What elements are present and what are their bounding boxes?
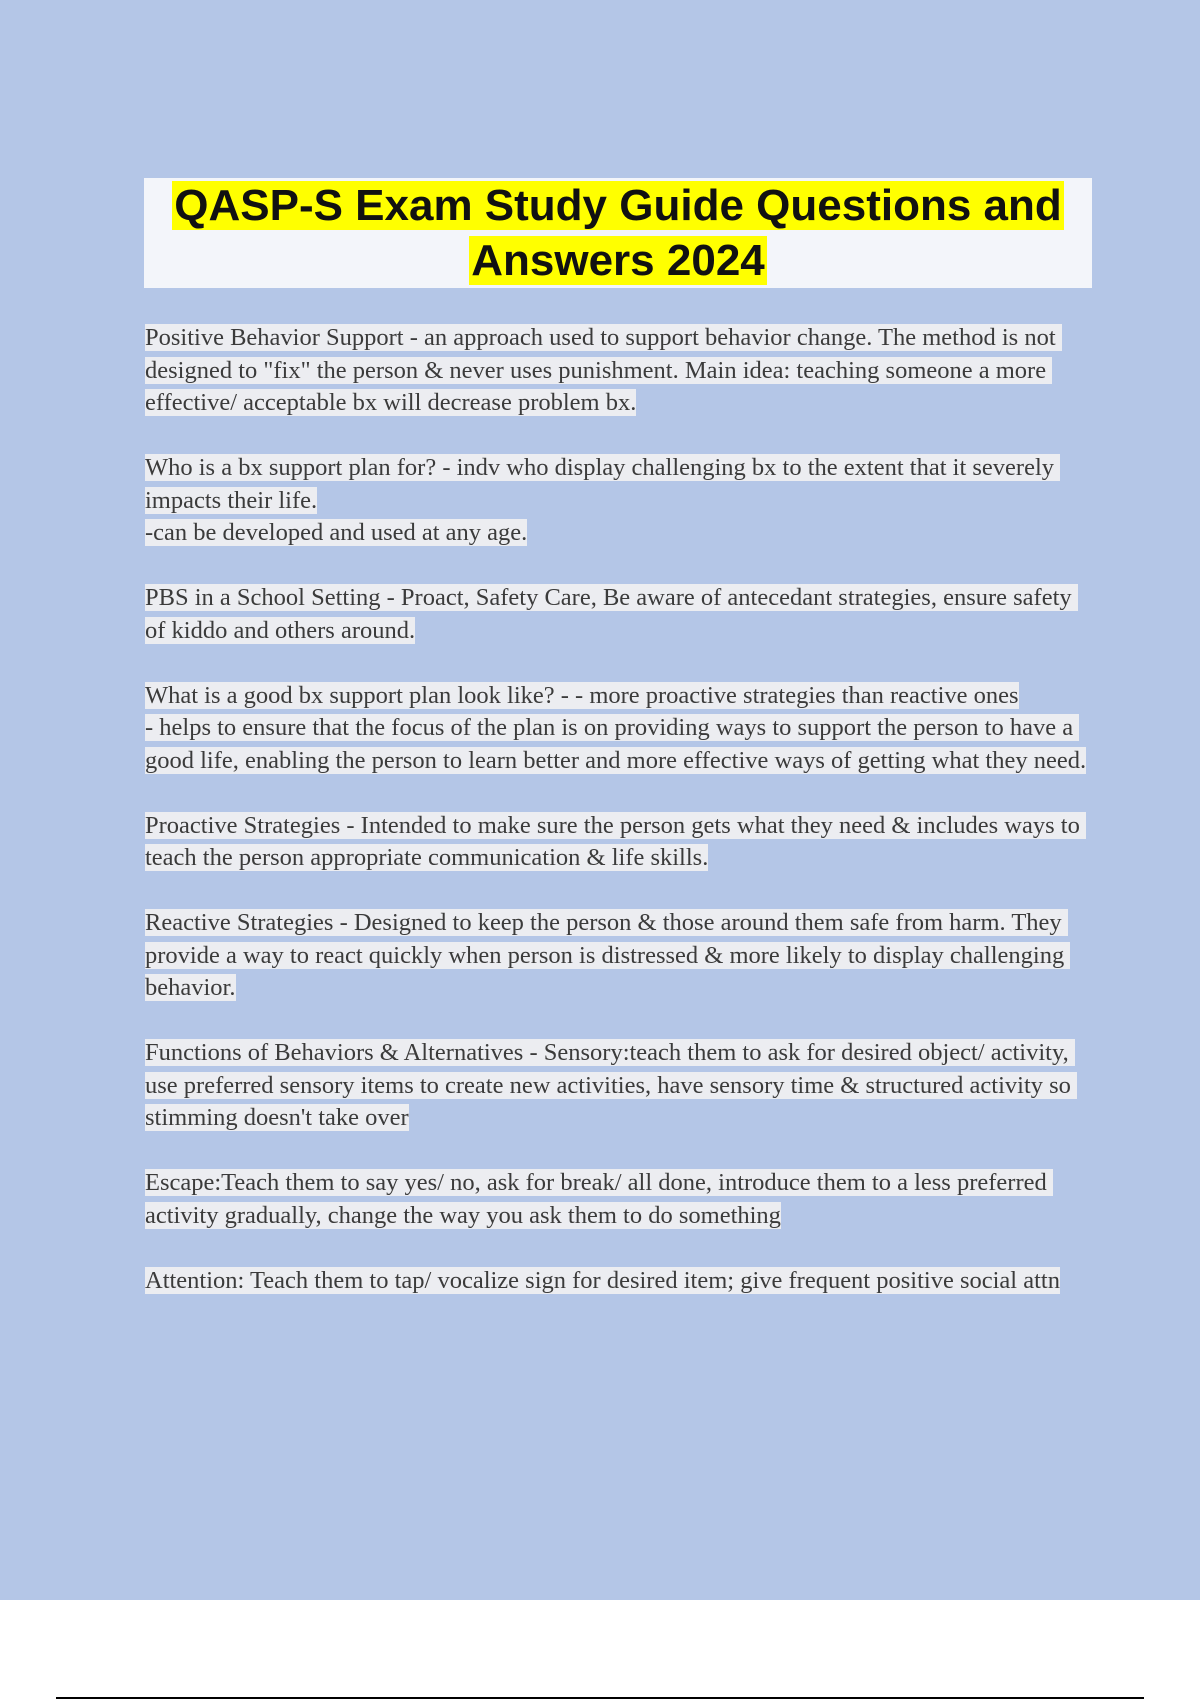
qa-entry: What is a good bx support plan look like? - - more proactive strategies than reactive ones - helps to ensure that the focus of the plan is on providing ways to support the person to have a good life, enabling the person to learn better and more effective ways of getting what they need.: [145, 681, 1087, 774]
qa-entry: PBS in a School Setting - Proact, Safety Care, Be aware of antecedant strategies, ensure safety of kiddo and others around.: [145, 584, 1078, 644]
title-banner: [144, 178, 1092, 288]
qa-entry: Escape:Teach them to say yes/ no, ask for break/ all done, introduce them to a less preferred activity gradually, change the way you ask them to do something: [145, 1169, 1053, 1229]
document-title: QASP-S Exam Study Guide Questions and Answers 2024: [174, 181, 1062, 285]
qa-entry: Who is a bx support plan for? - indv who display challenging bx to the extent that it severely impacts their life. -can be developed and used at any age.: [145, 452, 1090, 550]
qa-entry: Positive Behavior Support - an approach used to support behavior change. The method is not designed to "fix" the person & never uses punishment. Main idea: teaching someone a more effective/ acceptable bx will decrease problem bx.: [145, 324, 1062, 416]
qa-entry: Attention: Teach them to tap/ vocalize sign for desired item; give frequent positive social attn: [145, 1266, 1060, 1294]
qa-entry: Reactive Strategies - Designed to keep the person & those around them safe from harm. They provide a way to react quickly when person is distressed & more likely to display challenging behavior.: [145, 909, 1071, 1001]
footer-divider: [56, 1697, 1144, 1699]
qa-entry: Proactive Strategies - Intended to make sure the person gets what they need & includes ways to teach the person appropriate communication & life skills.: [145, 811, 1086, 871]
qa-list: [145, 322, 1090, 1330]
qa-entry: Functions of Behaviors & Alternatives - Sensory:teach them to ask for desired object/ activity, use preferred sensory items to create new activities, have sensory time & structured activity so stimming doesn't take over: [145, 1039, 1078, 1131]
